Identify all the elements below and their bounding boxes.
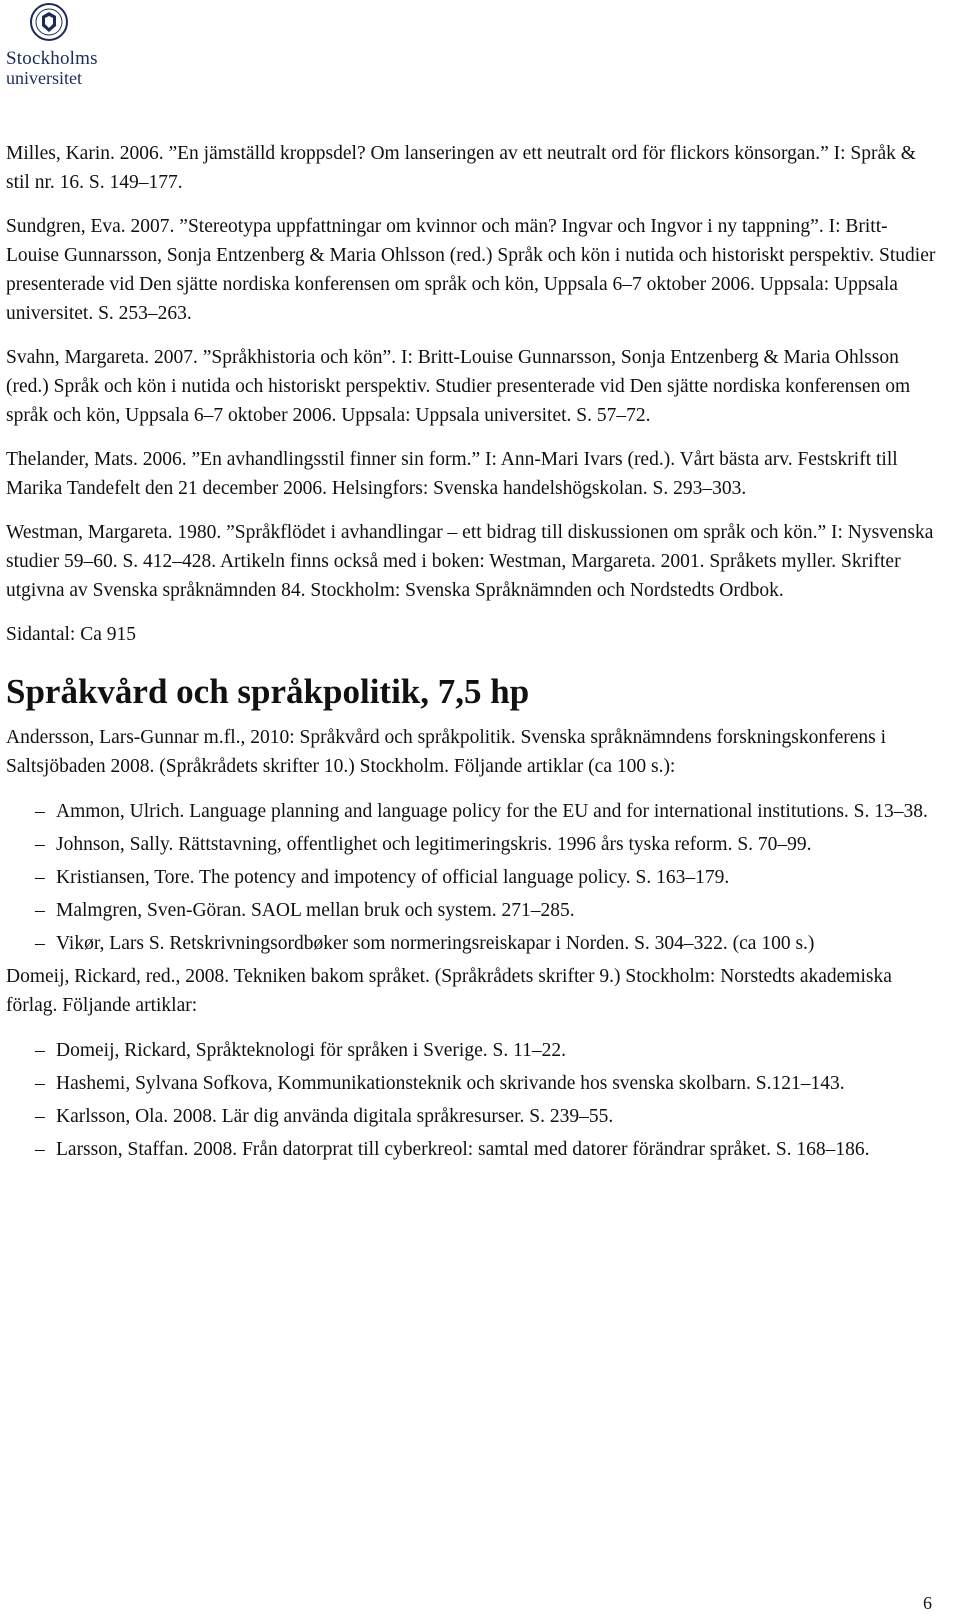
- reference-entry: Sundgren, Eva. 2007. ”Stereotypa uppfattningar om kvinnor och män? Ingvar och Ingvor i ny tappning”. I: Britt-Louise Gunnarsson, Sonja Entzenberg & Maria Ohlsson (red.) Språk och kön i nutida och historiskt perspektiv. Studier presenterade vid Den sjätte nordiska konferensen om språk och kön, Uppsala 6–7 oktober 2006. Uppsala: Uppsala universitet. S. 253–263.: [6, 216, 936, 324]
- dash-marker: –: [35, 867, 45, 888]
- document-body: [6, 139, 936, 1168]
- list-item-text: Larsson, Staffan. 2008. Från datorprat till cyberkreol: samtal med datorer förändrar språket. S. 168–186.: [56, 1139, 870, 1160]
- article-list-1: [6, 797, 936, 958]
- list-item: [6, 1102, 936, 1131]
- page-number: 6: [923, 1593, 932, 1613]
- list-item-text: Domeij, Rickard, Språkteknologi för språken i Sverige. S. 11–22.: [56, 1040, 566, 1061]
- list-item-text: Kristiansen, Tore. The potency and impotency of official language policy. S. 163–179.: [56, 867, 730, 888]
- reference-entry: Westman, Margareta. 1980. ”Språkflödet i avhandlingar – ett bidrag till diskussionen om språk och kön.” I: Nysvenska studier 59–60. S. 412–428. Artikeln finns också med i boken: Westman, Margareta. 2001. Språkets myller. Skrifter utgivna av Svenska språknämnden 84. Stockholm: Svenska Språknämnden och Nordstedts Ordbok.: [6, 522, 934, 601]
- list-item-text: Ammon, Ulrich. Language planning and language policy for the EU and for international institutions. S. 13–38.: [56, 801, 928, 822]
- dash-marker: –: [35, 900, 45, 921]
- section-heading: Språkvård och språkpolitik, 7,5 hp: [6, 672, 530, 711]
- dash-marker: –: [35, 1139, 45, 1160]
- second-intro: Domeij, Rickard, red., 2008. Tekniken bakom språket. (Språkrådets skrifter 9.) Stockholm: Norstedts akademiska förlag. Följande artiklar:: [6, 966, 892, 1016]
- list-item: [6, 896, 936, 925]
- dash-marker: –: [35, 834, 45, 855]
- reference-entry: Thelander, Mats. 2006. ”En avhandlingsstil finner sin form.” I: Ann-Mari Ivars (red.). Vårt bästa arv. Festskrift till Marika Tandefelt den 21 december 2006. Helsingfors: Svenska handelshögskolan. S. 293–303.: [6, 449, 898, 499]
- dash-marker: –: [35, 933, 45, 954]
- list-item-text: Johnson, Sally. Rättstavning, offentlighet och legitimeringskris. 1996 års tyska reform. S. 70–99.: [56, 834, 812, 855]
- dash-marker: –: [35, 1073, 45, 1094]
- list-item: [6, 830, 936, 859]
- page-count: Sidantal: Ca 915: [6, 624, 136, 645]
- list-item-text: Vikør, Lars S. Retskrivningsordbøker som normeringsreiskapar i Norden. S. 304–322. (ca 100 s.): [56, 933, 815, 954]
- article-list-2: [6, 1036, 936, 1164]
- university-seal-icon: [30, 2, 68, 46]
- list-item: [6, 1036, 936, 1065]
- list-item-text: Hashemi, Sylvana Sofkova, Kommunikationsteknik och skrivande hos svenska skolbarn. S.121–143.: [56, 1073, 845, 1094]
- list-item-text: Karlsson, Ola. 2008. Lär dig använda digitala språkresurser. S. 239–55.: [56, 1106, 614, 1127]
- dash-marker: –: [35, 1040, 45, 1061]
- dash-marker: –: [35, 1106, 45, 1127]
- section-intro: Andersson, Lars-Gunnar m.fl., 2010: Språkvård och språkpolitik. Svenska språknämndens forskningskonferens i Saltsjöbaden 2008. (Språkrådets skrifter 10.) Stockholm. Följande artiklar (ca 100 s.):: [6, 727, 887, 777]
- list-item: [6, 929, 936, 958]
- reference-entry: Svahn, Margareta. 2007. ”Språkhistoria och kön”. I: Britt-Louise Gunnarsson, Sonja Entzenberg & Maria Ohlsson (red.) Språk och kön i nutida och historiskt perspektiv. Studier presenterade vid Den sjätte nordiska konferensen om språk och kön, Uppsala 6–7 oktober 2006. Uppsala: Uppsala universitet. S. 57–72.: [6, 347, 911, 426]
- logo-text-universitet: universitet: [6, 68, 82, 88]
- list-item: [6, 797, 936, 826]
- university-logo: [6, 2, 106, 88]
- dash-marker: –: [35, 801, 45, 822]
- reference-entry: Milles, Karin. 2006. ”En jämställd kroppsdel? Om lanseringen av ett neutralt ord för flickors könsorgan.” I: Språk & stil nr. 16. S. 149–177.: [6, 143, 916, 193]
- list-item: [6, 863, 936, 892]
- list-item: [6, 1069, 936, 1098]
- list-item: [6, 1135, 936, 1164]
- logo-text-stockholms: Stockholms: [6, 48, 98, 69]
- list-item-text: Malmgren, Sven-Göran. SAOL mellan bruk och system. 271–285.: [56, 900, 575, 921]
